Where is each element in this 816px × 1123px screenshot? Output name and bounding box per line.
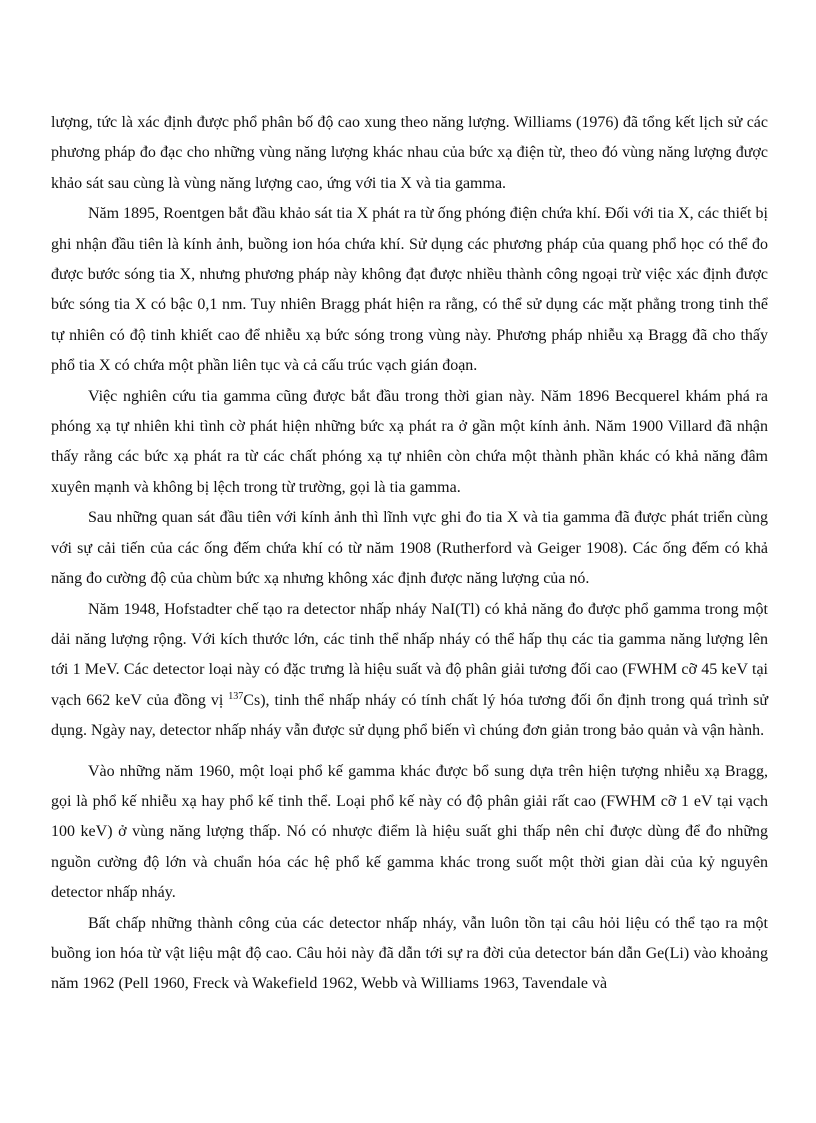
paragraph-semiconductor-detector: Bất chấp những thành công của các detector nhấp nháy, vẫn luôn tồn tại câu hỏi liệu có thể tạo ra một buồng ion hóa từ vật liệu mật độ cao. Câu hỏi này đã dẫn tới sự ra đời của detector bán dẫn Ge(Li) vào khoảng năm 1962 (Pell 1960, Freck và Wakefield 1962, Webb và Williams 1963, Tavendale và	[51, 914, 768, 993]
scintillation-text-before: Năm 1948, Hofstadter chế tạo ra detector nhấp nháy NaI(Tl) có khả năng đo được phổ gamma trong một dải năng lượng rộng. Với kích thước lớn, các tinh thể nhấp nháy có thể hấp thụ các tia gamma năng lượng lên tới 1 MeV. Các detector loại này có đặc trưng là hiệu suất và độ phân giải tương đối cao (FWHM cỡ 45 keV tại vạch 662 keV của đồng vị	[51, 600, 768, 709]
scintillation-text-after: Cs), tinh thể nhấp nháy có tính chất lý hóa tương đối ổn định trong quá trình sử dụng. Ngày nay, detector nhấp nháy vẫn được sử dụng phổ biến vì chúng đơn giản trong bảo quản và vận hành.	[51, 691, 769, 740]
document-page	[51, 108, 768, 1000]
paragraph-crystal-spectrometer: Vào những năm 1960, một loại phổ kế gamma khác được bổ sung dựa trên hiện tượng nhiễu xạ Bragg, gọi là phổ kế nhiễu xạ hay phổ kế tinh thể. Loại phổ kế này có độ phân giải rất cao (FWHM cỡ 1 eV tại vạch 100 keV) ở vùng năng lượng thấp. Nó có nhược điểm là hiệu suất ghi thấp nên chỉ được dùng để đo những nguồn cường độ lớn và chuẩn hóa các hệ phổ kế gamma khác trong suốt một thời gian dài của kỷ nguyên detector nhấp nháy.	[51, 762, 768, 902]
paragraph-energy-history: lượng, tức là xác định được phổ phân bố độ cao xung theo năng lượng. Williams (1976) đã tổng kết lịch sử các phương pháp đo đạc cho những vùng năng lượng khác nhau của bức xạ điện từ, theo đó vùng năng lượng được khảo sát sau cùng là vùng năng lượng cao, ứng với tia X và tia gamma.	[51, 114, 768, 192]
paragraph-gas-counters: Sau những quan sát đầu tiên với kính ảnh thì lĩnh vực ghi đo tia X và tia gamma đã được phát triển cùng với sự cải tiến của các ống đếm chứa khí có từ năm 1908 (Rutherford và Geiger 1908). Các ống đếm có khả năng đo cường độ của chùm bức xạ nhưng không xác định được năng lượng của nó.	[51, 509, 768, 588]
paragraph-scintillation-detector	[51, 595, 768, 747]
paragraph-xray-discovery: Năm 1895, Roentgen bắt đầu khảo sát tia X phát ra từ ống phóng điện chứa khí. Đối với tia X, các thiết bị ghi nhận đầu tiên là kính ảnh, buồng ion hóa chứa khí. Sử dụng các phương pháp của quang phổ học có thể đo được bước sóng tia X, nhưng phương pháp này không đạt được nhiều thành công ngoại trừ việc xác định được bức sóng tia X có bậc 0,1 nm. Tuy nhiên Bragg phát hiện ra rằng, có thể sử dụng các mặt phẳng trong tinh thể tự nhiên có độ tinh khiết cao để nhiễu xạ bức sóng trong vùng này. Phương pháp nhiễu xạ Bragg đã cho thấy phổ tia X có chứa một phần liên tục và cả cấu trúc vạch gián đoạn.	[51, 205, 768, 375]
isotope-mass-number: 137	[228, 690, 244, 702]
paragraph-gamma-discovery: Việc nghiên cứu tia gamma cũng được bắt đầu trong thời gian này. Năm 1896 Becquerel khám phá ra phóng xạ tự nhiên khi tình cờ phát hiện những bức xạ phát ra ở gần một kính ảnh. Năm 1900 Villard đã nhận thấy rằng các bức xạ phát ra từ các chất phóng xạ tự nhiên còn chứa một thành phần khác có khả năng đâm xuyên mạnh và không bị lệch trong từ trường, gọi là tia gamma.	[51, 387, 768, 496]
